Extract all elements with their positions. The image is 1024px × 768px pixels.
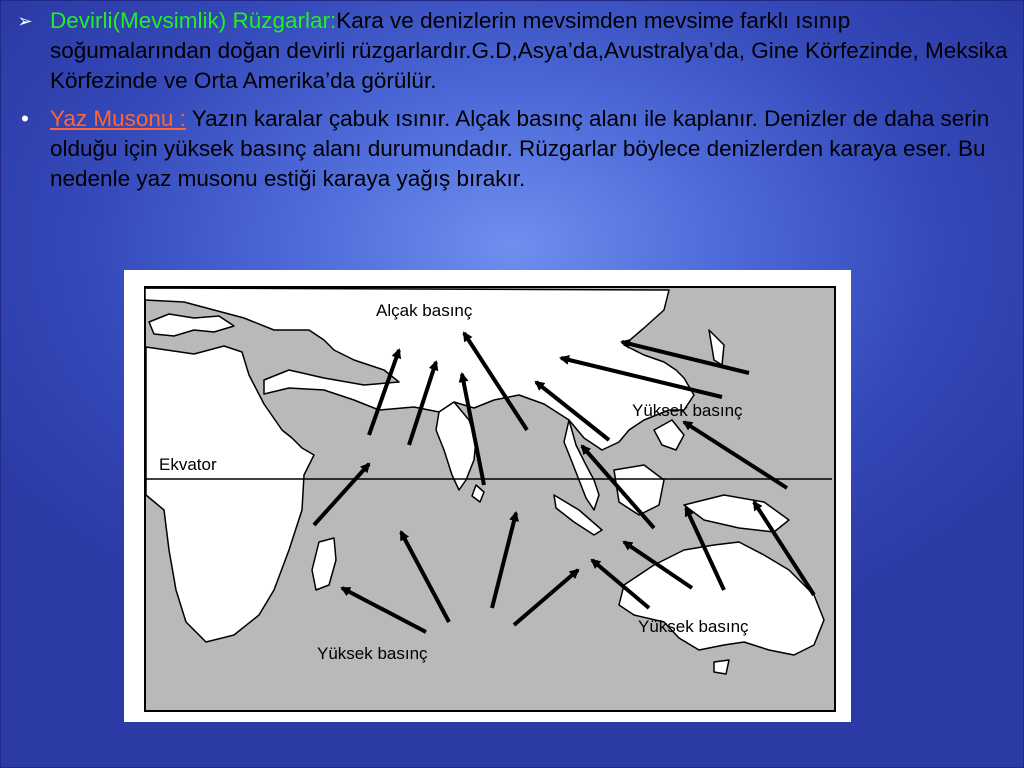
monsoon-map	[124, 270, 851, 722]
bullet-list	[10, 6, 1015, 194]
arrow-bullet-icon: ➢	[17, 11, 33, 31]
high-pressure-south-label: Yüksek basınç	[317, 644, 428, 663]
equator-label: Ekvator	[159, 455, 217, 474]
dot-bullet-icon: •	[21, 106, 29, 131]
high-pressure-northeast-label: Yüksek basınç	[632, 401, 743, 420]
low-pressure-label: Alçak basınç	[376, 301, 473, 320]
bullet-item-seasonal-winds	[10, 6, 1015, 96]
high-pressure-southeast-label: Yüksek basınç	[638, 617, 749, 636]
tasmania-island	[714, 660, 729, 674]
bullet-heading-seasonal-winds: Devirli(Mevsimlik) Rüzgarlar:	[50, 8, 337, 33]
monsoon-map-figure	[124, 270, 851, 722]
bullet-text-seasonal-winds: Kara ve denizlerin mevsimden mevsime farklı ısınıp soğumalarından doğan devirli rüzgarlardır.G.D,Asya’da,Avustralya’da, Gine Körfezinde, Meksika Körfezinde ve Orta Amerika’da görülür.	[50, 8, 1008, 93]
bullet-text-summer-monsoon: Yazın karalar çabuk ısınır. Alçak basınç alanı ile kaplanır. Denizler de daha serin olduğu için yüksek basınç alanı durumundadır. Rüzgarlar böylece denizlerden karaya eser. Bu nedenle yaz musonu estiği karaya yağış bırakır.	[50, 106, 990, 191]
bullet-heading-summer-monsoon[interactable]: Yaz Musonu :	[50, 106, 186, 131]
bullet-item-summer-monsoon	[10, 104, 1015, 194]
